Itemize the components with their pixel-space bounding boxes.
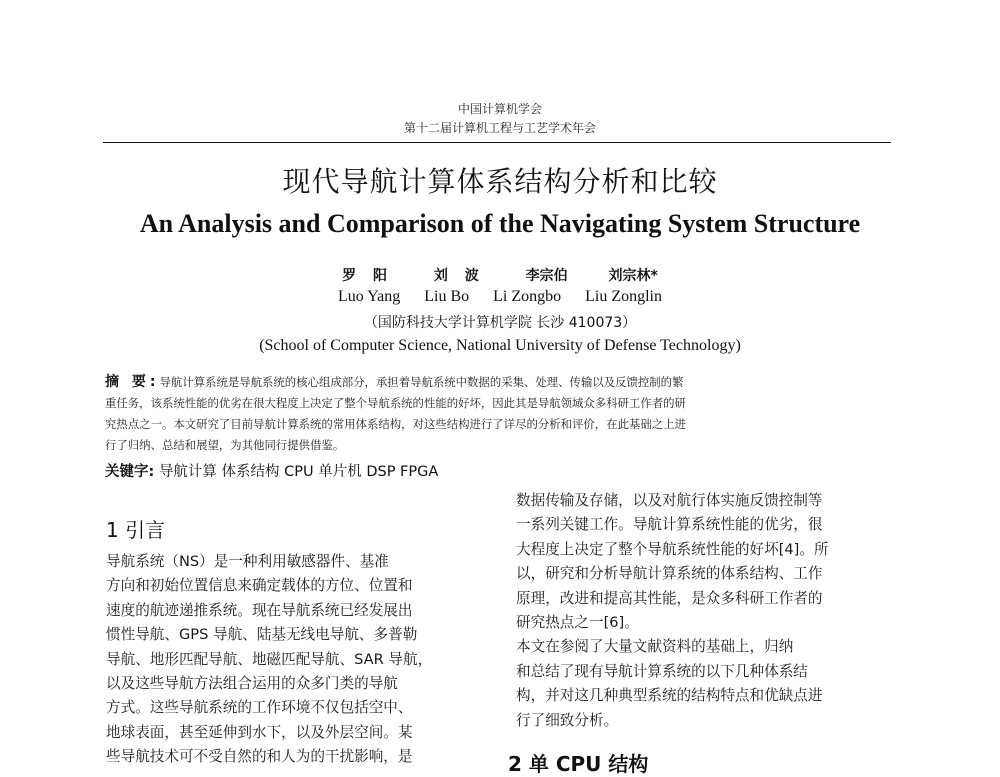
abstract-line: 究热点之一。本文研究了目前导航计算系统的常用体系结构，对这些结构进行了详尽的分析和评价，在此基础之上进 [105, 417, 686, 431]
conference-session: 第十二届计算机工程与工艺学术年会 [403, 121, 596, 135]
abstract-line: 重任务，该系统性能的优劣在很大程度上决定了整个导航系统的性能的好坏，因此其是导航领域众多科研工作者的研 [105, 396, 686, 410]
body-line: 方式。这些导航系统的工作环境不仅包括空中、 [106, 699, 413, 717]
abstract [105, 372, 891, 456]
keywords-text: 导航计算 体系结构 CPU 单片机 DSP FPGA [158, 464, 439, 480]
author-cn-3: 李宗伯 [525, 268, 568, 284]
abstract-line: 导航计算系统是导航系统的核心组成部分，承担着导航系统中数据的采集、处理、传输以及反馈控制的繁 [159, 375, 684, 389]
authors-cn [0, 265, 1000, 285]
paper-title-en: An Analysis and Comparison of the Navigating System Structure [139, 209, 861, 238]
abstract-line: 行了归纳、总结和展望，为其他同行提供借鉴。 [105, 438, 345, 452]
abstract-label: 摘 要: [105, 374, 160, 390]
body-line: 数据传输及存储，以及对航行体实施反馈控制等 [516, 492, 823, 509]
body-line: 研究热点之一[6]。 [516, 614, 639, 632]
body-line: 构，并对这几种典型系统的结构特点和优缺点进 [516, 687, 823, 705]
body-line: 以，研究和分析导航计算系统的体系结构、工作 [516, 565, 823, 583]
keywords-label: 关键字: [105, 464, 155, 480]
author-en-2: Liu Bo [424, 288, 470, 305]
section-heading-intro: 1 引言 [106, 518, 166, 542]
body-line: 原理，改进和提高其性能，是众多科研工作者的 [516, 589, 823, 607]
section-heading-single-cpu: 2 单 CPU 结构 [508, 752, 649, 776]
body-line: 和总结了现有导航计算系统的以下几种体系结 [516, 662, 808, 680]
body-column-right [516, 489, 894, 733]
body-line: 行了细致分析。 [516, 711, 619, 729]
affiliation-en: (School of Computer Science, National University of Defense Technology) [259, 337, 741, 354]
body-line: 导航、地形匹配导航、地磁匹配导航、SAR 导航， [106, 650, 433, 668]
conference-name: 中国计算机学会 [457, 102, 542, 116]
header-rule [103, 142, 891, 143]
authors-en [0, 288, 1000, 306]
body-column-left [106, 550, 480, 770]
body-line: 方向和初始位置信息来确定载体的方位、位置和 [106, 577, 413, 595]
body-line: 地球表面，甚至延伸到水下，以及外层空间。某 [106, 723, 413, 741]
body-line: 大程度上决定了整个导航系统性能的好坏[4]。所 [516, 540, 829, 558]
body-line: 惯性导航、GPS 导航、陆基无线电导航、多普勒 [106, 626, 418, 644]
affiliation-cn: （国防科技大学计算机学院 长沙 410073） [363, 315, 637, 331]
body-line: 速度的航迹递推系统。现在导航系统已经发展出 [106, 601, 413, 619]
body-line: 一系列关键工作。导航计算系统性能的优劣，很 [516, 516, 823, 534]
author-cn-1: 罗 阳 [342, 268, 394, 284]
body-line: 以及这些导航方法组合运用的众多门类的导航 [106, 675, 398, 693]
author-en-1: Luo Yang [337, 288, 401, 305]
body-line: 导航系统（NS）是一种利用敏感器件、基准 [106, 553, 389, 570]
author-cn-2: 刘 波 [433, 268, 485, 284]
body-line: 些导航技术可不受自然的和人为的干扰影响，是 [106, 748, 413, 766]
paper-title-cn: 现代导航计算体系结构分析和比较 [282, 165, 718, 198]
author-en-3: Li Zongbo [493, 288, 562, 305]
body-line: 本文在参阅了大量文献资料的基础上，归纳 [516, 638, 794, 656]
keywords [105, 460, 891, 481]
author-en-4: Liu Zonglin [585, 288, 662, 305]
author-cn-4: 刘宗林* [608, 268, 658, 284]
